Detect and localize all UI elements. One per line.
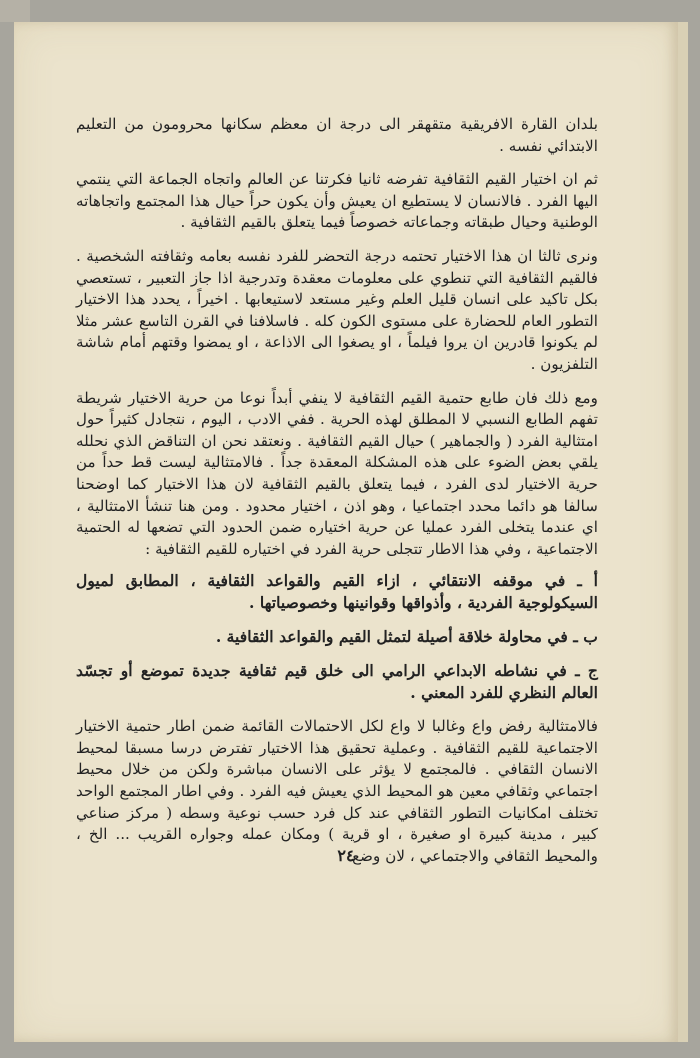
paragraph-3: ونرى ثالثا ان هذا الاختيار تحتمه درجة التحضر للفرد نفسه بعامه وثقافته الشخصية . فالقيم الثقافية التي تنطوي على معلومات معقدة وتدرجية اذا جاز التعبير ، تستعصي بكل تاكيد على انسان قليل العلم وغير مستعد لاستيعابها . اخيراً ، يحدد هذا الاختيار التطور العام للحضارة على مستوى الكون كله . فاسلافنا في القرن التاسع عشر مثلا لم يكونوا قادرين ان يروا فيلماً ، او يصغوا الى الاذاعة ، او يمضوا وقتهم أمام شاشة التلفزيون . <box>76 246 598 373</box>
point-b: ب ـ في محاولة خلاقة أصيلة لتمثل القيم والقواعد الثقافية . <box>215 627 598 647</box>
paragraph-1: بلدان القارة الافريقية متقهقر الى درجة ان معظم سكانها محرومون من التعليم الابتدائي نفسه . <box>76 115 598 155</box>
scan-corner <box>0 0 30 22</box>
page-body <box>76 114 598 879</box>
closing-paragraph: فالامتثالية رفض واع وغالبا لا واع لكل الاحتمالات القائمة ضمن اطار حتمية الاختيار الاجتماعية للقيم الثقافية . وعملية تحقيق هذا الاختيار تفترض درسا مسبقا لمحيط الانسان الثقافي . فالمجتمع لا يؤثر على الانسان مباشرة ولكن من خلال محيط اجتماعي وثقافي معين هو المحيط الذي يعيش فيه الفرد . وفي اطار المجتمع الواحد تختلف امكانيات التطور الثقافي عند كل فرد حسب نوعية وسطه ( مركز صناعي كبير ، مدينة كبيرة او صغيرة ، او قرية ) ومكان عمله وجواره القريب ... الخ ، والمحيط الثقافي والاجتماعي ، لان وضع <box>76 717 598 865</box>
point-a: أ ـ في موقفه الانتقائي ، ازاء القيم والقواعد الثقافية ، المطابق لميول السيكولوجية الفردية ، وأذواقها وقوانينها وخصوصياتها . <box>76 571 598 613</box>
book-page <box>14 22 688 1042</box>
paragraph-2: ثم ان اختيار القيم الثقافية تفرضه ثانيا فكرتنا عن العالم واتجاه الجماعة التي ينتمي اليها الفرد . فالانسان لا يستطيع ان يعيش وأن يكون حراً حيال هذا المجتمع واتجاهاته الوطنية وحيال طبقاته وجماعاته خصوصاً فيما يتعلق بالقيم الثقافية . <box>76 170 598 232</box>
point-c: ج ـ في نشاطه الابداعي الرامي الى خلق قيم ثقافية جديدة تموضع أو تجسّد العالم النظري للفرد المعني . <box>76 661 598 703</box>
page-number: ٢٤ <box>337 846 355 865</box>
paragraph-4: ومع ذلك فان طابع حتمية القيم الثقافية لا ينفي أبداً نوعا من حرية الاختيار شريطة تفهم الطابع النسبي لا المطلق لهذه الحرية . ففي الادب ، اليوم ، نتجادل كثيراً حول امتثالية الفرد ( والجماهير ) حيال القيم الثقافية . ونعتقد نحن ان التناقض الذي نحلله يلقي بعض الضوء على هذه المشكلة المعقدة جداً . فالامتثالية ليست قط حداً من حرية الاختيار لدى الفرد ، فيما يتعلق بالقيم الثقافية لان هذا الاختيار كما اوضحنا سالفا هو دائما محدد اجتماعيا ، وهو اذن ، اختيار محدود . ومن هنا تنشأ الامتثالية ، اي عندما يتخلى الفرد عمليا عن حرية اختياره ضمن الحدود التي تضعها له الحتمية الاجتماعية ، وفي هذا الاطار تتجلى حرية الفرد في اختياره للقيم الثقافية : <box>76 388 598 558</box>
